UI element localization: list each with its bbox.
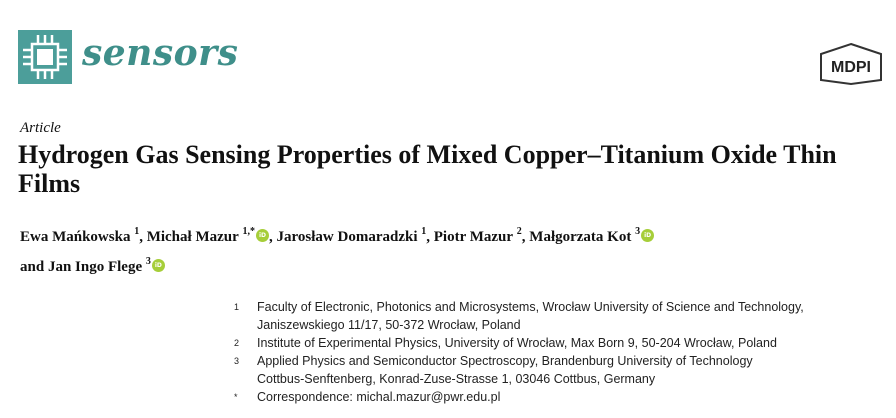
author-affiliation-mark: 1,* — [242, 226, 256, 237]
correspondence-item — [232, 388, 852, 406]
mdpi-logo-icon — [817, 42, 885, 86]
affiliation-item — [232, 298, 852, 334]
journal-name: sensors — [82, 32, 239, 74]
affiliation-mark: 3 — [234, 356, 240, 366]
correspondence-text[interactable]: Correspondence: michal.mazur@pwr.edu.pl — [257, 390, 501, 404]
author-separator: , — [521, 229, 526, 245]
correspondence-mark: * — [234, 392, 238, 402]
article-title: Hydrogen Gas Sensing Properties of Mixed Copper–Titanium Oxide Thin Films — [18, 140, 837, 198]
affiliation-text: Cottbus-Senftenberg, Konrad-Zuse-Strasse 1, 03046 Cottbus, Germany — [257, 372, 656, 386]
affiliation-text: Faculty of Electronic, Photonics and Microsystems, Wrocław University of Science and Technology, — [257, 300, 804, 314]
orcid-icon[interactable]: iD — [256, 229, 269, 242]
affiliation-item — [232, 334, 852, 352]
author-affiliation-mark: 1 — [421, 226, 427, 237]
author-name: Ewa Mańkowska — [20, 229, 131, 245]
author-list — [20, 220, 880, 280]
article-type: Article — [20, 120, 61, 136]
affiliation-text: Janiszewskiego 11/17, 50-372 Wrocław, Poland — [257, 318, 521, 332]
author-affiliation-mark: 2 — [516, 226, 522, 237]
author-name: Małgorzata Kot — [529, 229, 632, 245]
affiliation-list — [232, 298, 852, 406]
author-affiliation-mark: 3 — [145, 256, 151, 267]
author-separator: , — [426, 229, 430, 245]
affiliation-text: Applied Physics and Semiconductor Spectroscopy, Brandenburg University of Technology — [257, 354, 753, 368]
affiliation-mark: 2 — [234, 338, 240, 348]
author-affiliation-mark: 1 — [134, 226, 140, 237]
journal-chip-icon — [18, 30, 72, 84]
author-separator: , — [269, 229, 273, 245]
affiliation-item — [232, 352, 852, 388]
orcid-icon[interactable]: iD — [152, 259, 165, 272]
author-conjunction: and — [20, 259, 45, 275]
orcid-icon[interactable]: iD — [641, 229, 654, 242]
affiliation-mark: 1 — [234, 302, 240, 312]
author-name: Jarosław Domaradzki — [276, 229, 418, 245]
publisher-name: MDPI — [831, 59, 871, 76]
affiliation-text: Institute of Experimental Physics, University of Wrocław, Max Born 9, 50-204 Wrocław, Poland — [257, 336, 777, 350]
author-name: Michał Mazur — [146, 229, 239, 245]
author-separator: , — [139, 229, 143, 245]
author-name: Piotr Mazur — [433, 229, 514, 245]
author-name: Jan Ingo Flege — [47, 259, 143, 275]
author-affiliation-mark: 3 — [635, 226, 641, 237]
